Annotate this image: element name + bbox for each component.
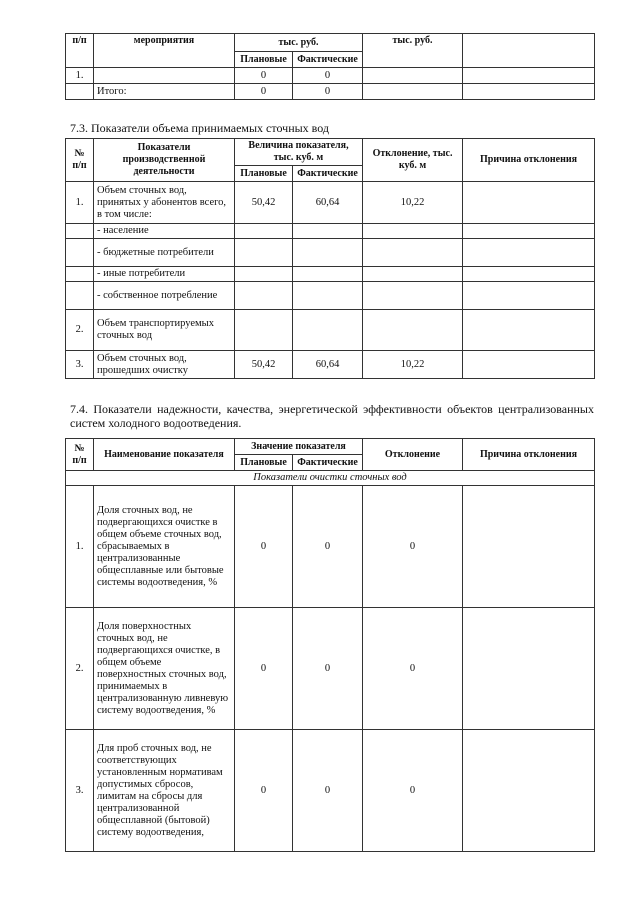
row-deviation — [363, 84, 463, 100]
row-name: Объем сточных вод, прошедших очистку — [94, 351, 235, 379]
row-num — [66, 84, 94, 100]
row-actual — [293, 267, 363, 282]
row-actual: 60,64 — [293, 182, 363, 224]
row-num: 2. — [66, 608, 94, 730]
row-actual: 0 — [293, 68, 363, 84]
row-actual: 0 — [293, 730, 363, 852]
col-reason-header: Причина отклонения — [463, 139, 595, 182]
row-name: Объем транспортируемых сточных вод — [94, 310, 235, 351]
col-deviation-header: тыс. руб. — [363, 34, 463, 68]
row-reason — [463, 84, 595, 100]
row-reason — [463, 182, 595, 224]
row-name: Доля сточных вод, не подвергающихся очистке в общем объеме сточных вод, сбрасываемых в централизованные общесплавные или бытовые системы водоотведения, % — [94, 486, 235, 608]
row-planned: 0 — [235, 486, 293, 608]
row-reason — [463, 68, 595, 84]
row-reason — [463, 608, 595, 730]
col-num-header: № п/п — [66, 139, 94, 182]
col-num-header: п/п — [66, 34, 94, 68]
table-row — [66, 486, 595, 608]
col-num-header: № п/п — [66, 439, 94, 471]
col-group-header: Величина показателя, тыс. куб. м — [235, 139, 363, 166]
row-actual — [293, 310, 363, 351]
table-row — [66, 182, 595, 224]
row-actual: 0 — [293, 608, 363, 730]
col-planned-header: Плановые — [235, 455, 293, 471]
expenses-table — [65, 33, 595, 100]
row-deviation: 0 — [363, 608, 463, 730]
row-reason — [463, 310, 595, 351]
col-reason-header — [463, 34, 595, 68]
subheader-wastewater-treatment: Показатели очистки сточных вод — [66, 471, 595, 486]
row-name: Доля поверхностных сточных вод, не подвергающихся очистке, в общем объеме поверхностных сточных вод, принимаемых в централизованную ливневую систему водоотведения, % — [94, 608, 235, 730]
col-planned-header: Плановые — [235, 166, 293, 182]
col-planned-header: Плановые — [235, 52, 293, 68]
row-planned — [235, 310, 293, 351]
table-row — [66, 608, 595, 730]
row-name: - собственное потребление — [94, 282, 235, 310]
row-name — [94, 68, 235, 84]
row-reason — [463, 239, 595, 267]
row-planned — [235, 224, 293, 239]
row-planned: 0 — [235, 730, 293, 852]
table-row — [66, 224, 595, 239]
row-reason — [463, 282, 595, 310]
row-name: - бюджетные потребители — [94, 239, 235, 267]
row-num — [66, 224, 94, 239]
row-reason — [463, 224, 595, 239]
row-actual: 0 — [293, 84, 363, 100]
row-deviation — [363, 282, 463, 310]
wastewater-volume-table — [65, 138, 595, 379]
row-planned — [235, 282, 293, 310]
reliability-indicators-table — [65, 438, 595, 852]
row-deviation — [363, 224, 463, 239]
row-reason — [463, 486, 595, 608]
row-actual — [293, 224, 363, 239]
row-deviation: 0 — [363, 486, 463, 608]
row-planned — [235, 267, 293, 282]
row-planned: 0 — [235, 608, 293, 730]
row-num: 1. — [66, 182, 94, 224]
row-name: - иные потребители — [94, 267, 235, 282]
row-reason — [463, 267, 595, 282]
table-row — [66, 310, 595, 351]
col-group-header: Значение показателя — [235, 439, 363, 455]
row-planned — [235, 239, 293, 267]
row-num: 3. — [66, 730, 94, 852]
table-row — [66, 730, 595, 852]
col-actual-header: Фактические — [293, 455, 363, 471]
table-row — [66, 267, 595, 282]
row-planned: 0 — [235, 84, 293, 100]
col-group-header: тыс. руб. — [235, 34, 363, 52]
section-7-4-title: 7.4. Показатели надежности, качества, энергетической эффективности объектов централизованных систем холодного водоотведения. — [70, 402, 594, 430]
section-7-3-title: 7.3. Показатели объема принимаемых сточных вод — [70, 121, 330, 135]
row-num: 3. — [66, 351, 94, 379]
row-actual — [293, 282, 363, 310]
row-num — [66, 267, 94, 282]
row-actual: 0 — [293, 486, 363, 608]
col-name-header: мероприятия — [94, 34, 235, 68]
table-row — [66, 282, 595, 310]
col-deviation-header: Отклонение, тыс. куб. м — [363, 139, 463, 182]
col-name-header: Наименование показателя — [94, 439, 235, 471]
table-row — [66, 239, 595, 267]
col-actual-header: Фактические — [293, 52, 363, 68]
row-deviation: 10,22 — [363, 182, 463, 224]
row-num: 1. — [66, 68, 94, 84]
row-name: Для проб сточных вод, не соответствующих установленным нормативам допустимых сбросов, лимитам на сбросы для централизованной общесплавной (бытовой) систему водоотведения, — [94, 730, 235, 852]
row-name: Итого: — [94, 84, 235, 100]
col-deviation-header: Отклонение — [363, 439, 463, 471]
row-deviation — [363, 68, 463, 84]
row-num — [66, 282, 94, 310]
row-deviation — [363, 239, 463, 267]
table-row — [66, 68, 595, 84]
row-planned: 50,42 — [235, 182, 293, 224]
col-actual-header: Фактические — [293, 166, 363, 182]
row-deviation — [363, 310, 463, 351]
col-name-header: Показатели производственной деятельности — [94, 139, 235, 182]
row-reason — [463, 351, 595, 379]
row-reason — [463, 730, 595, 852]
table-row — [66, 84, 595, 100]
row-planned: 0 — [235, 68, 293, 84]
row-name: Объем сточных вод, принятых у абонентов всего, в том числе: — [94, 182, 235, 224]
row-planned: 50,42 — [235, 351, 293, 379]
row-deviation: 10,22 — [363, 351, 463, 379]
row-actual: 60,64 — [293, 351, 363, 379]
table-row — [66, 351, 595, 379]
row-num: 1. — [66, 486, 94, 608]
col-reason-header: Причина отклонения — [463, 439, 595, 471]
row-num — [66, 239, 94, 267]
row-name: - население — [94, 224, 235, 239]
row-actual — [293, 239, 363, 267]
row-deviation: 0 — [363, 730, 463, 852]
row-num: 2. — [66, 310, 94, 351]
row-deviation — [363, 267, 463, 282]
